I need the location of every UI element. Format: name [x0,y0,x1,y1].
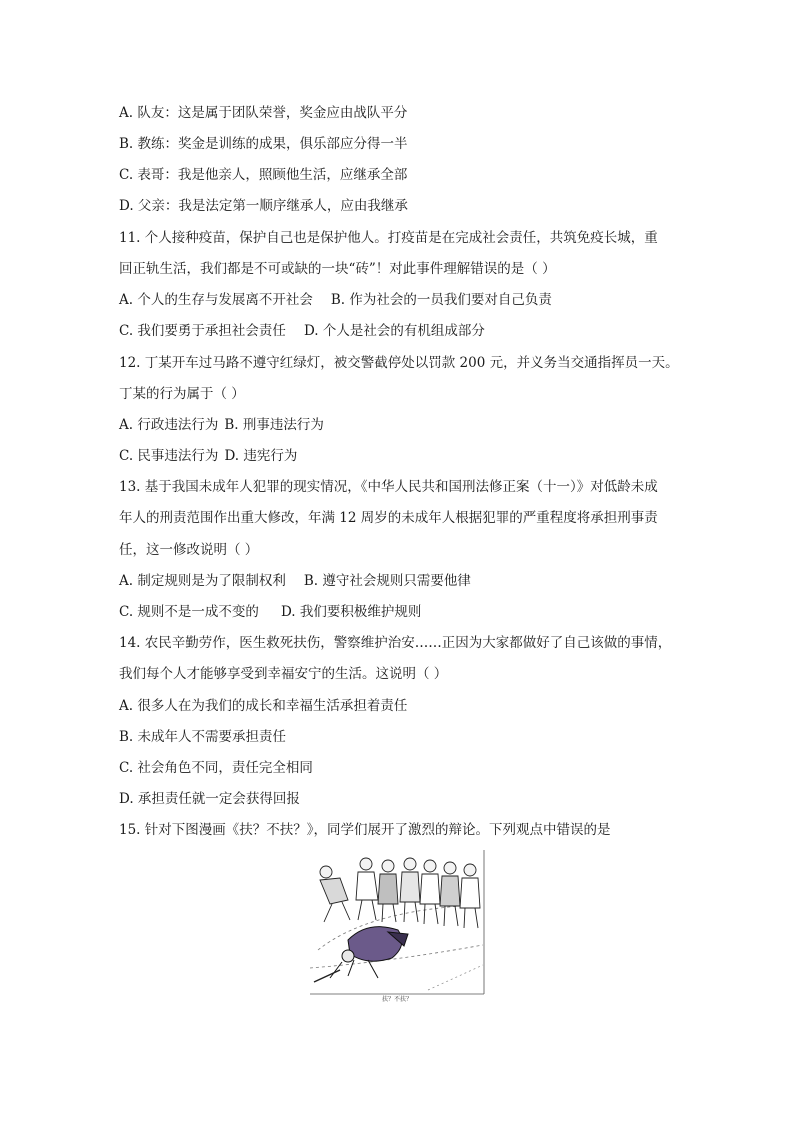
q13-option-b: B. 遵守社会规则只需要他律 [303,573,471,589]
q12-option-b: B. 刑事违法行为 [224,417,324,433]
q13-options-row-1 [119,571,471,591]
cartoon-figure [308,850,486,1006]
q13-stem-line-2: 年人的刑责范围作出重大修改，年满 12 周岁的未成年人根据犯罪的严重程度将承担刑事责 [119,510,658,526]
q10-option-c: C. 表哥：我是他亲人，照顾他生活，应继承全部 [119,167,408,183]
q14-stem-line-2: 我们每个人才能够享受到幸福安宁的生活。这说明（ ） [119,666,448,682]
q14-option-a: A. 很多人在为我们的成长和幸福生活承担着责任 [119,698,408,714]
q15-stem: 15. 针对下图漫画《扶？不扶？》，同学们展开了激烈的辩论。下列观点中错误的是 [119,822,611,838]
q13-stem-line-3: 任，这一修改说明（ ） [119,542,259,558]
q12-option-a: A. 行政违法行为 [119,417,219,433]
q14-option-b: B. 未成年人不需要承担责任 [119,729,287,745]
q13-option-d: D. 我们要积极维护规则 [280,604,422,620]
q14-option-c: C. 社会角色不同，责任完全相同 [119,760,313,776]
q13-stem-line-1: 13. 基于我国未成年人犯罪的现实情况，《中华人民共和国刑法修正案（十一）》对低龄未成 [119,479,658,495]
q12-options-row-1 [119,415,324,435]
q12-options-row-2 [119,446,297,466]
q14-stem-line-1: 14. 农民辛勤劳作，医生救死扶伤，警察维护治安……正因为大家都做好了自己该做的事情， [119,635,672,651]
q11-options-row-2 [119,321,485,341]
q11-stem-line-1: 11. 个人接种疫苗，保护自己也是保护他人。打疫苗是在完成社会责任，共筑免疫长城，重 [119,230,658,246]
q11-option-a: A. 个人的生存与发展离不开社会 [119,292,313,308]
q10-option-a: A. 队友：这是属于团队荣誉，奖金应由战队平分 [119,105,408,121]
q12-stem-line-1: 12. 丁某开车过马路不遵守红绿灯，被交警截停处以罚款 200 元，并义务当交通指挥员一天。 [119,355,679,371]
cartoon-illustration [308,850,486,996]
q13-option-a: A. 制定规则是为了限制权利 [119,573,286,589]
q12-option-d: D. 违宪行为 [224,448,298,464]
q11-options-row-1 [119,290,552,310]
q12-option-c: C. 民事违法行为 [119,448,219,464]
cartoon-caption: 扶？不扶？ [381,996,412,1003]
q13-options-row-2 [119,602,421,622]
q11-stem-line-2: 回正轨生活，我们都是不可或缺的一块“砖”！对此事件理解错误的是（ ） [119,261,556,277]
q11-option-c: C. 我们要勇于承担社会责任 [119,323,286,339]
q13-option-c: C. 规则不是一成不变的 [119,604,259,620]
q12-stem-line-2: 丁某的行为属于（ ） [119,386,245,402]
q10-option-b: B. 教练：奖金是训练的成果，俱乐部应分得一半 [119,136,408,152]
q10-option-d: D. 父亲：我是法定第一顺序继承人，应由我继承 [119,198,408,214]
q11-option-b: B. 作为社会的一员我们要对自己负责 [330,292,552,308]
q11-option-d: D. 个人是社会的有机组成部分 [303,323,485,339]
q14-option-d: D. 承担责任就一定会获得回报 [119,791,300,807]
